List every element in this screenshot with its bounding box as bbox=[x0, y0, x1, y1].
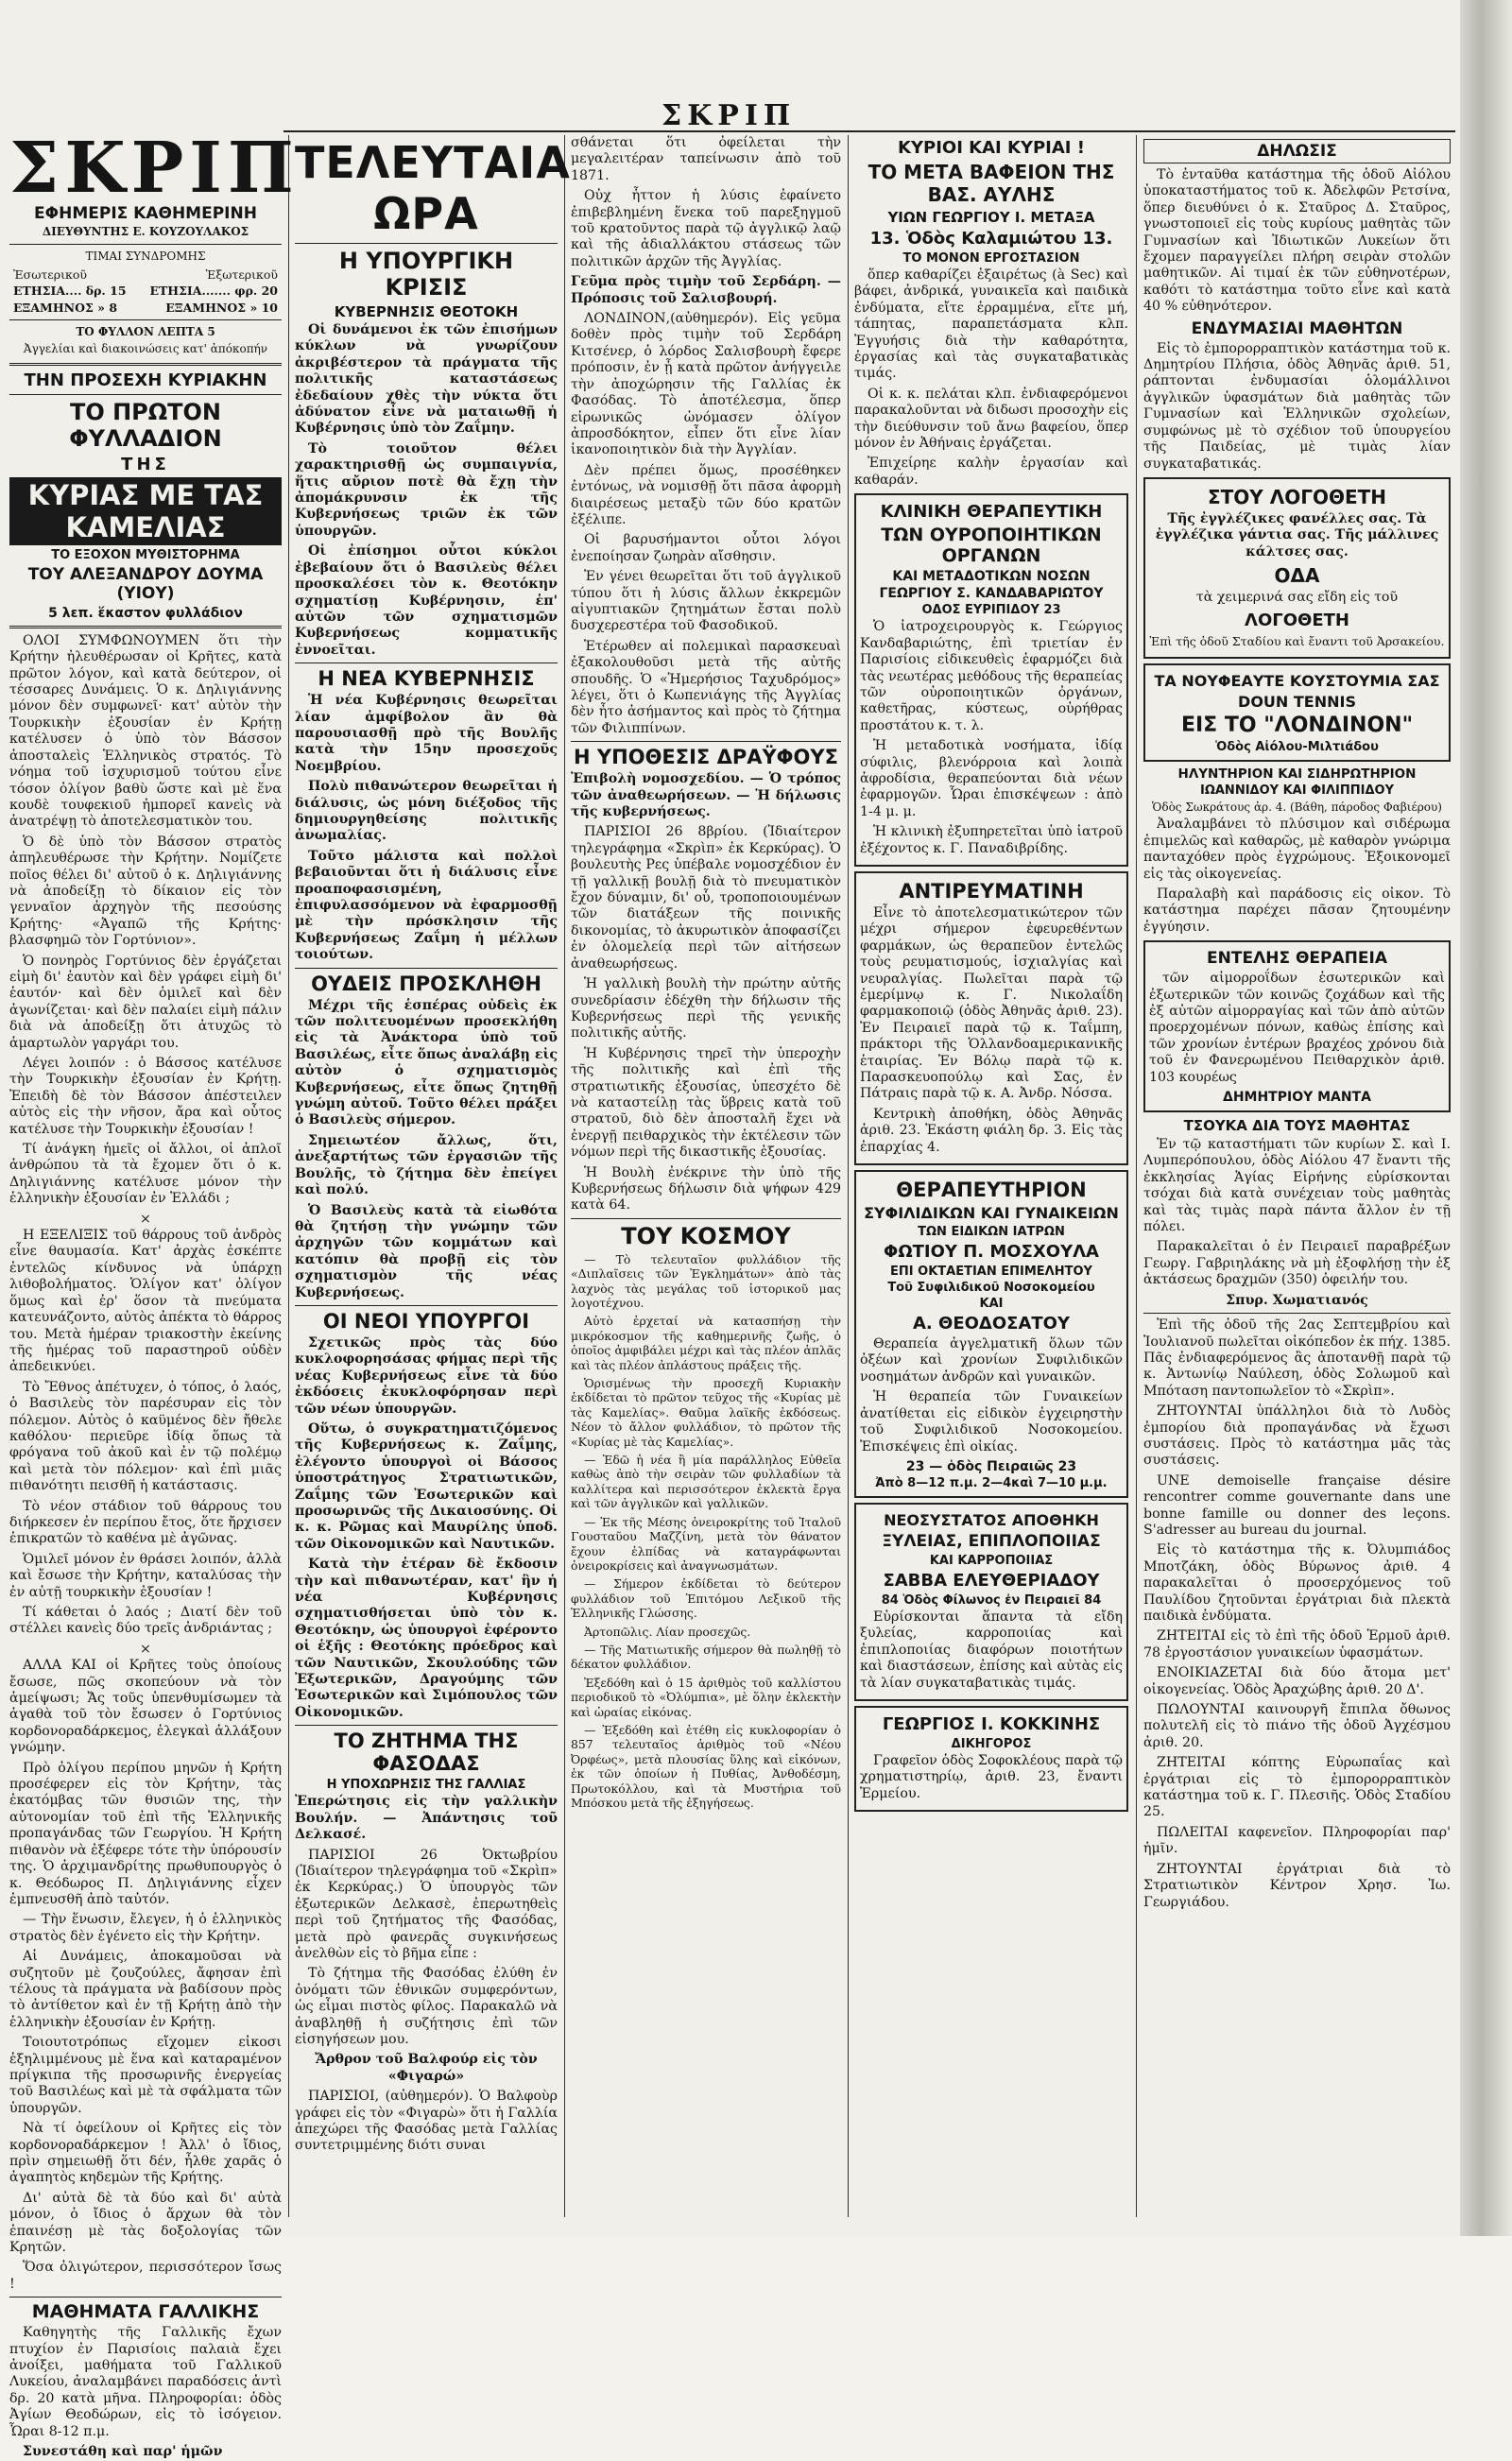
clinic2-subtitle: ΤΩΝ ΕΙΔΙΚΩΝ ΙΑΤΡΩΝ bbox=[918, 1225, 1065, 1240]
half-exterior: ΕΞΑΜΗΝΟΣ » 10 bbox=[165, 300, 278, 315]
lessons-text: Καθηγητὴς τῆς Γαλλικῆς ἔχων πτυχίον ἐν Παρισίοις παλαιὰ ἔχει ἀνοίξει, μαθήματα τοῦ Γαλλικοῦ Λυκείου, ἀναλαμβάνει παραδόσεις ἀντὶ δρ. 20 κατὰ μῆνα. Πληροφορίαι: ὁδὸς Ἀγίων Θεοδώρων, εἰς τὸ ἰσόγειον. Ὧραι 8-12 π.μ. bbox=[9, 2325, 282, 2439]
divider bbox=[295, 968, 558, 969]
crisis-paragraph: Οἱ ἐπίσημοι οὗτοι κύκλοι ἐβεβαίουν ὅτι ὁ Βασιλεὺς θέλει προσκαλέσει τὸν κ. Θεοτόκην σχηματίσῃ Κυβέρνησιν, ἐπ' αὐτῶν τῶν σχηματισμῶν Κυβερνήσεως κομματικῆς ἐννοεῖται. bbox=[295, 543, 558, 658]
prices-labels bbox=[13, 267, 278, 283]
prices-half bbox=[13, 300, 278, 316]
dreyfus-paragraph: Ἐπιβολὴ νομοσχεδίου. — Ὁ τρόπος τῶν ἀναθεωρήσεων. — Ἡ δήλωσις τῆς κυβερνήσεως. bbox=[571, 771, 841, 820]
col1-paragraph: Δι' αὐτὰ δὲ τὰ δύο καὶ δι' αὐτὰ μόνον, ὁ ἴδιος ὁ ἄρχων θὰ τὸν ἐπαινέσῃ μὲ τὰς δοξολογίας τῶν Κρητῶν. bbox=[9, 2190, 282, 2256]
fashoda-subheading: Η ΥΠΟΧΩΡΗΣΙΣ ΤΗΣ ΓΑΛΛΙΑΣ bbox=[326, 1778, 526, 1793]
sunday-heading: ΤΗΝ ΠΡΟΣΕΧΗ ΚΥΡΙΑΚΗΝ bbox=[24, 370, 267, 390]
col3-paragraph: Ἑτέρωθεν αἱ πολεμικαὶ παρασκευαὶ ἐξακολουθοῦσι μετὰ τῆς αὐτῆς σπουδῆς. Ὁ «Ἡμερήσιος Ταχυδρόμος» λέγει, ὅτι ὁ Κωπενιάγης τῆς Ἀγγλίας δὲν ἦτο ἀσήμαντος καὶ πρὸς τὸ ζήτημα τῶν Φιλιππίνων. bbox=[571, 638, 841, 736]
col1-paragraph: Η ΕΞΕΛΙΞΙΣ τοῦ θάρρους τοῦ ἀνδρὸς εἶνε θαυμασία. Κατ' ἀρχὰς ἐσκέπτε ἐντελῶς κίνδυνος νὰ ὑπάρχῃ λιθοβολήματος. Ὁλίγον κατ' ὀλίγον ὅμως καὶ ἐρ' ὅσον τὰ πνεύματα κατευνάζοντο, αὐτὸς ἀπέκτα τὸ θάρρος του. Μετὰ ἡμέραν τριακοστὴν ἐκείνης τῆς ἡμέρας τοῦ παραστηροῦ οὐδὲν ἀπεδεικνύει. bbox=[9, 1228, 282, 1375]
clinic-text: Ἡ μεταδοτικὰ νοσήματα, ἰδίᾳ σύφιλις, βλενόρροια καὶ λοιπὰ ἀφροδίσια, θεραπεύονται διὰ νέων ἐφαρμογῶν. Ὧραι ἐπισκέψεων : ἀπὸ 1-4 μ. μ. bbox=[860, 738, 1123, 819]
dreyfus-paragraph: Ἡ Βουλὴ ἐνέκρινε τὴν ὑπὸ τῆς Κυβερνήσεως δήλωσιν διὰ ψήφων 429 κατὰ 64. bbox=[571, 1164, 841, 1213]
lawyer-name: ΓΕΩΡΓΙΟΣ Ι. ΚΟΚΚΙΝΗΣ bbox=[882, 1713, 1101, 1734]
divider bbox=[9, 319, 282, 320]
col1-paragraph: Ὁ δὲ ὑπὸ τὸν Βάσσον στρατὸς ἀπηλευθέρωσε τὴν Κρήτην. Νομίζετε ποῖος θέλει δι' αὐτοῦ ὁ κ. Δηλιγιάννης νὰ ἀποδείξῃ τὸ δίκαιον εἰς τὸν γενναῖον ἀρχηγὸν τῆς πεσούσης Κρήτης· «Ἀγαπῶ τῆς Κρήτης· βλασφημῶ τὸν Γορτύνιον». bbox=[9, 834, 282, 949]
col1-paragraph: — Τὴν ἕνωσιν, ἔλεγεν, ἡ ὁ ἑλληνικὸς στρατὸς δὲν ἐγένετο εἰς τὴν Κρήτην. bbox=[9, 1912, 282, 1944]
column-2 bbox=[295, 135, 571, 2217]
clinic-text: Ἡ κλινικὴ ἐξυπηρετεῖται ὑπὸ ἰατροῦ ἐξέχοντος κ. Γ. Παναδιβρίδης. bbox=[860, 824, 1123, 856]
oda-address: Ἐπὶ τῆς ὁδοῦ Σταδίου καὶ ἔναντι τοῦ Ἀρσακείου. bbox=[1149, 633, 1445, 648]
first-issue-heading: ΤΟ ΠΡΩΤΟΝ ΦΥΛΛΑΔΙΟΝ bbox=[69, 398, 222, 452]
new-ministers-paragraph: Οὕτω, ὁ συγκρατηματιζόμενος τῆς Κυβερνήσεως κ. Ζαΐμης, ἐλέγοντο ὑπουργοὶ οἱ Βάσσος ὑποστράτηγος Στρατιωτικῶν, Ζαΐμης τῶν Ἐσωτερικῶν καὶ προσωρινῶς τῆς Δικαιοσύνης. Οἱ κ. κ. Ρῶμας καὶ Μαυρίλης ὑποδ. τῶν Οἰκονομικῶν καὶ Ναυτικῶν. bbox=[295, 1420, 558, 1552]
world-paragraph: Ἐξεδόθη καὶ ὁ 15 ἀριθμὸς τοῦ καλλίστου περιοδικοῦ τὸ «Ὀλύμπια», μὲ ὅλην ἐκλεκτὴν καὶ ὡραίας εἰκόνας. bbox=[571, 1675, 841, 1719]
students-heading: ΤΣΟΥΚΑ ΔΙΑ ΤΟΥΣ ΜΑΘΗΤΑΣ bbox=[1183, 1117, 1411, 1135]
divider bbox=[1143, 1313, 1451, 1314]
masthead-subtitle: ΕΦΗΜΕΡΙΣ ΚΑΘΗΜΕΡΙΝΗ bbox=[34, 204, 257, 223]
clinic-doctor: ΓΕΩΡΓΙΟΥ Σ. ΚΑΝΔΑΒΑΡΙΩΤΟΥ bbox=[879, 586, 1104, 602]
reward-note: Παρακαλεῖται ὁ ἐν Πειραιεῖ παραβρέξων Γεωργ. Γαβριηλάκης νὰ μὴ ἐξοφλήσῃ τὴν ἐξ ἀκτάσεως δραχμῶν (350) ὀφειλήν του. bbox=[1143, 1239, 1451, 1288]
year-exterior: ΕΤΗΣΙΑ....... φρ. 20 bbox=[149, 284, 278, 299]
divider bbox=[9, 626, 282, 628]
clinic-heading: ΚΛΙΝΙΚΗ ΘΕΡΑΠΕΥΤΙΚΗ bbox=[880, 502, 1103, 523]
no-invite-paragraph: Ὁ Βασιλεὺς κατὰ τὰ εἰωθότα θὰ ζητήσῃ τὴν γνώμην τῶν ἀρχηγῶν τῶν κομμάτων καὶ κατόπιν θὰ προβῇ εἰς τὸν σχηματισμὸν τῆς νέας Κυβερνήσεως. bbox=[295, 1202, 558, 1300]
classified-ad: ΕΝΟΙΚΙΑΖΕΤΑΙ διὰ δύο ἄτομα μετ' οἰκογενείας. Ὁδὸς Ἀραχώβης ἀριθ. 20 Δ'. bbox=[1143, 1665, 1451, 1697]
divider bbox=[295, 243, 558, 244]
col3-paragraph: Ἐν γένει θεωρεῖται ὅτι τοῦ ἀγγλικοῦ τύπου ὅτι ἡ λύσις ἄλλων ἐκκρεμῶν αἰγυπτιακῶν ζητημάτων ἔσται πολὺ δυσχερεστέρα τοῦ Φασοδικοῦ. bbox=[571, 569, 841, 634]
clinic2-doctor1-place: Τοῦ Συφιλιδικοῦ Νοσοκομείου bbox=[887, 1281, 1095, 1296]
ads-note: Ἀγγελίαι καὶ διακοινώσεις κατ' ἀπόκοπήν bbox=[23, 342, 268, 356]
masthead-director: ΔΙΕΥΘΥΝΤΗΣ Ε. ΚΟΥΖΟΥΛΑΚΟΣ bbox=[42, 225, 249, 238]
column-3 bbox=[571, 135, 841, 2217]
page-edge bbox=[1460, 0, 1512, 2236]
col1-paragraph: Τί κάθεται ὁ λαός ; Διατί δὲν τοῦ στέλλει κανεὶς δύο τρεῖς ἀνδριάντας ; bbox=[9, 1605, 282, 1637]
store-address: 84 Ὁδὸς Φίλωνος ἐν Πειραιεῖ 84 bbox=[881, 1592, 1102, 1608]
column-1 bbox=[9, 128, 300, 2460]
iron-address: Ὁδὸς Σωκράτους ἀρ. 4. (Βάθη, πάροδος Φαβιέρου) bbox=[1152, 800, 1442, 814]
col1-paragraph: Αἱ Δυνάμεις, ἀποκαμοῦσαι νὰ συζητοῦν μὲ ζουζούλες, ἄφησαν ἐπὶ τέλους τὰ πράγματα νὰ βαδίσουν πρὸς τὸ ἀντίθετον καὶ ἐν τῇ Κρήτῃ ἀπὸ τὴν ἑλληνικὴν ἐξουσίαν ἐν Κρήτῃ. bbox=[9, 1949, 282, 2030]
world-paragraph: — Ἐδῶ ἡ νέα ἢ μία παράλληλος Εὐθεῖα καθὼς ἀπὸ τὴν σειρὰν τῶν φυλλαδίων τὰ καλλίτερα καὶ περισσότερον ἐκλεκτὰ ἔργα καὶ τῶν ἀγγλικῶν καὶ γαλλικῶν. bbox=[571, 1453, 841, 1511]
new-gov-paragraph: Ἡ νέα Κυβέρνησις θεωρεῖται λίαν ἀμφίβολον ἂν θὰ παρουσιασθῇ πρὸ τῆς Βουλῆς κατὰ τὴν 15ην προσεχοῦς Νοεμβρίου. bbox=[295, 693, 558, 774]
dreyfus-heading: Η ΥΠΟΘΕΣΙΣ ΔΡΑΫΦΟΥΣ bbox=[574, 746, 838, 769]
clinic2-doctor1: ΦΩΤΙΟΥ Π. ΜΟΣΧΟΥΛΑ bbox=[884, 1242, 1099, 1263]
dye-ad-title: ΤΟ ΜΕΤΑ ΒΑΦΕΙΟΝ ΤΗΣ ΒΑΣ. ΑΥΛΗΣ bbox=[868, 161, 1115, 206]
issue-price: ΤΟ ΦΥΛΛΟΝ ΛΕΠΤΑ 5 bbox=[76, 325, 215, 339]
dreyfus-paragraph: Ἡ Κυβέρνησις τηρεῖ τὴν ὑπεροχὴν τῆς πολιτικῆς καὶ ἐπὶ τῆς στρατιωτικῆς ἐξουσίας, ὑπεσχέτο δὲ νὰ καταστείλῃ τὰς ὕβρεις κατὰ τοῦ στρατοῦ, διὸ δὲν ἀποσταλῆ ἔχει νὰ ἐνεργῇ πειθαρχικὸς τὴν ἐκτέλεσιν τῶν νόμων περὶ τῆς δικαστικῆς ἐξουσίας. bbox=[571, 1045, 841, 1161]
notice-heading: ΔΗΛΩΣΙΣ bbox=[1143, 139, 1451, 163]
fashoda-heading: ΤΟ ΖΗΤΗΜΑ ΤΗΣ ΦΑΣΟΔΑΣ bbox=[334, 1730, 519, 1776]
column-4 bbox=[854, 135, 1128, 2217]
tis-heading: ΤΗΣ bbox=[121, 454, 170, 474]
crisis-subheading: ΚΥΒΕΡΝΗΣΙΣ ΘΕΟΤΟΚΗ bbox=[334, 303, 519, 320]
fashoda-paragraph: Ἐπερώτησις εἰς τὴν γαλλικὴν Βουλήν. — Ἀπάντησις τοῦ Δελκασέ. bbox=[295, 1794, 558, 1843]
novel-subtitle: ΤΟ ΕΞΟΧΟΝ ΜΥΘΙΣΤΟΡΗΜΑ bbox=[51, 547, 240, 562]
uniforms-text: Εἰς τὸ ἐμπορορραπτικὸν κατάστημα τοῦ κ. Δημητρίου Πλήσια, ὁδὸς Ἀθηνᾶς ἀριθ. 51, ράπτονται ἐνδυμασίαι ὁλομάλλινοι ἀγγλικῶν ὑφασμάτων διὰ μαθητὰς τῶν Γυμνασίων καὶ Ἑλληνικῶν σχολείων, συμφώνως μὲ τὸ σχέδιον τοῦ ὑπουργείου τῆς Παιδείας, μὲ τιμὰς λίαν συγκαταβατικάς. bbox=[1143, 340, 1451, 472]
new-ministers-heading: ΟΙ ΝΕΟΙ ΥΠΟΥΡΓΟΙ bbox=[322, 1309, 530, 1333]
col1-paragraph: ΟΛΟΙ ΣΥΜΦΩΝΟΥΜΕΝ ὅτι τὴν Κρήτην ἠλευθέρωσαν οἱ Κρῆτες, κατὰ πρῶτον λόγον, καὶ κατὰ δεύτερον, οἱ τέσσαρες Δυνάμεις. Ὁ κ. Δηλιγιάννης μόνον δὲν συμφωνεῖ· κατ' αὐτὸν τὴν Τουρκικὴν ἐξουσίαν ἐν Κρήτῃ κατέλυσεν ὁ ὑπὸ τὸν Βάσσον ἀποσταλεὶς Ἑλληνικὸς στρατός. Τὸ νόημα τοῦ ἰσχυρισμοῦ τούτου εἶνε τόσον ὀλίγον βαθὺ ὥστε καὶ μὲ ἕνα κουδὲ τουφεκιοῦ ἠμπορεῖ κανεὶς νὰ ἀνατρέψῃ τὸ ἀποτελεσματικὸν του. bbox=[9, 632, 282, 830]
new-ministers-paragraph: Σχετικῶς πρὸς τὰς δύο κυκλοφορησάσας φήμας περὶ τῆς νέας Κυβερνήσεως εἶνε τὰ δύο ἐκδόσεις ἐκυκλοφόρησαν περὶ τῶν νέων ὑπουργῶν. bbox=[295, 1334, 558, 1417]
col1-paragraph: Λέγει λοιπόν : ὁ Βάσσος κατέλυσε τὴν Τουρκικὴν ἐξουσίαν ἐν Κρήτῃ. Ἐπειδὴ δὲ τὸν Βάσσον ἀπέστειλεν αὐτὸς εἰς τὴν νῆσον, ἄρα καὶ οὗτος κατέλυσε τὴν Τουρκικὴν ἐξουσίαν ! bbox=[9, 1056, 282, 1137]
new-ministers-paragraph: Κατὰ τὴν ἑτέραν δὲ ἔκδοσιν τὴν καὶ πιθανωτέραν, κατ' ἣν ἡ νέα Κυβέρνησις σχηματισθήσεται ὑπὸ τὸν κ. Θεοτόκην, ὡς ὑπουργοὶ ἐφέροντο οἱ ἑξῆς : Θεοτόκης πρόεδρος καὶ τῶν Ναυτικῶν, Σκουλούδης τῶν Ἐξωτερικῶν, Δραγούμης τῶν Ἐσωτερικῶν καὶ Σιμόπουλος τῶν Οἰκονομικῶν. bbox=[295, 1557, 558, 1720]
classified-ad: ΖΗΤΟΥΝΤΑΙ ἐργάτριαι διὰ τὸ Στρατιωτικὸν Κέντρον Χρησ. Ἰω. Γεωργιάδου. bbox=[1143, 1861, 1451, 1910]
dye-ad-text: Οἱ κ. κ. πελάται κλπ. ἐνδιαφερόμενοι παρακαλοῦνται νὰ διδωσι προσοχὴν εἰς τὴν διεύθυνσιν τοῦ ἄνω βαφείου, ὅπερ μόνον ἐν Ἀθήναις ἐργάζεται. bbox=[854, 386, 1128, 452]
world-paragraph: — Τῆς Ματιωτικῆς σήμερον θὰ πωληθῇ τὸ δέκατον φυλλάδιον. bbox=[571, 1642, 841, 1672]
clinic2-and: ΚΑΙ bbox=[979, 1297, 1004, 1312]
clinic-text: Ὁ ἰατροχειρουργὸς κ. Γεώργιος Κανδαβαριώτης, ἐπὶ τριετίαν ἐν Παρισίοις εἰδικευθεὶς ἐφαρμόζει διὰ τὰς νεωτέρας μεθόδους τῆς θεραπείας τῶν οὐροποιητικῶν ὀργάνων, καθετῆρας, κύστεως, οὐρήθρας προστάτου κ. τ. λ. bbox=[860, 619, 1123, 733]
col3-paragraph: Δὲν πρέπει ὅμως, προσέθηκεν ἐντόνως, νὰ νομισθῇ ὅτι πᾶσα ἀφορμὴ διαιρέσεως μεταξὺ τῶν δύο κρατῶν ἐξέλιπε. bbox=[571, 462, 841, 527]
world-paragraph: Ὁρισμένως τὴν προσεχῆ Κυριακὴν ἐκδίδεται τὸ πρῶτον τεῦχος τῆς «Κυρίας μὲ τὰς Καμελίας». Θαῦμα λαϊκῆς ἐκδόσεως. Νέον τὸ ἄλλον φυλλάδιον, τὸ πρῶτον τῆς «Κυρίας μὲ τὰς Καμελίας». bbox=[571, 1376, 841, 1449]
clinic-address: ΟΔΟΣ ΕΥΡΙΠΙΔΟΥ 23 bbox=[921, 603, 1061, 618]
dreyfus-paragraph: Ἡ γαλλικὴ βουλὴ τὴν πρώτην αὐτῆς συνεδρίασιν ἐδέχθη τὴν δήλωσιν τῆς Κυβερνήσεως περὶ τῆς γενικῆς πολιτικῆς αὐτῆς. bbox=[571, 976, 841, 1041]
clinic2-doctor1-note: ΕΠΙ ΟΚΤΑΕΤΙΑΝ ΕΠΙΜΕΛΗΤΟΥ bbox=[890, 1265, 1092, 1280]
oda-text: τὰ χειμερινά σας εἴδη εἰς τοῦ bbox=[1195, 590, 1399, 606]
column-rule bbox=[1136, 135, 1137, 2217]
col3-paragraph: σθάνεται ὅτι ὀφείλεται τὴν μεγαλειτέραν ταπείνωσιν ἀπὸ τοῦ 1871. bbox=[571, 135, 841, 183]
world-paragraph: — Τὸ τελευταῖον φυλλάδιον τῆς «Διπλαῖσεις τῶν Ἐγκλημάτων» ἀπὸ τὰς λαχνὸς τὰς μεγάλας τοῦ ἱστορικοῦ μας λογοτέχνου. bbox=[571, 1251, 841, 1310]
clinic2-address: 23 — ὁδὸς Πειραιῶς 23 bbox=[905, 1458, 1077, 1474]
store-and: ΚΑΙ ΚΑΡΡΟΠΟΙΙΑΣ bbox=[929, 1553, 1054, 1568]
col1-paragraph: Ὁμιλεῖ μόνον ἐν θράσει λοιπόν, ἀλλὰ καὶ ἔσωσε τὴν Κρήτην, καταλύσας τὴν ἐν αὐτῇ τουρκικὴν ἐξουσίαν ! bbox=[9, 1551, 282, 1600]
col1-paragraph: Ὁ πονηρὸς Γορτύνιος δὲν ἐργάζεται εἰμὴ δι' ἑαυτὸν καὶ δὲν γράφει εἰμὴ δι' ἑαυτόν· καὶ δὲν ὁμιλεῖ καὶ δὲν ἀγωνίζεται· καὶ δὲν παλαίει εἰμὴ πάλιν διὰ νὰ ἀποδείξῃ ὅτι ἀτυχῶς τὸ ἁμαρτωλὸν γαργάρι του. bbox=[9, 953, 282, 1051]
col1-paragraph: Νὰ τί ὀφείλουν οἱ Κρῆτες εἰς τὸν κορδονοραδάρκεμον ! Ἀλλ' ὁ ἴδιος, πρὶν σημειωθῇ ὅτι δέν, ἦλθε χαρᾶς ὁ ἀγαπητὸς κηδεμὼν τῆς Κρήτης. bbox=[9, 2121, 282, 2186]
classified-ad: ΠΩΛΟΥΝΤΑΙ καινουργῆ ἔπιπλα ὄθωνος πολυτελῆ εἰς τὸ πιάνο τῆς ὁδοῦ Ἀγχέσμου ἀριθ. 20. bbox=[1143, 1702, 1451, 1750]
column-rule bbox=[288, 135, 289, 2217]
lawyer-role: ΔΙΚΗΓΟΡΟΣ bbox=[951, 1736, 1032, 1751]
london-ad bbox=[1143, 663, 1451, 762]
clinic2-text: Ἡ θεραπεία τῶν Γυναικείων ἀνατίθεται εἰς εἰδικὸν ἐγχειρηστὴν τοῦ Συφιλιδικοῦ Νοσοκομείου. Ἐπισκέψεις ἐπὶ οἰκίας. bbox=[860, 1389, 1123, 1454]
world-paragraph: Ἀρτοπῶλις. Λίαν προσεχῶς. bbox=[584, 1624, 751, 1639]
world-heading: ΤΟΥ ΚΟΣΜΟΥ bbox=[621, 1222, 791, 1249]
classified-ad: ΠΩΛΕΙΤΑΙ καφενεῖον. Πληροφορίαι παρ' ἡμῖν. bbox=[1143, 1824, 1451, 1857]
col1-paragraph: Τοιουτοτρόπως εἴχομεν εἰκοσι ἑξηλιμμένους μὲ ἕνα καὶ καταραμένον πρίγκιπα τῆς προσωρινῆς ἐνεργείας τοῦ Βασιλέως καὶ μὲ τὰ σφάλματα τῶν ὑπουργῶν. bbox=[9, 2035, 282, 2116]
col3-paragraph: Οὐχ ἧττον ἡ λύσις ἐφαίνετο ἐπιβεβλημένη ἕνεκα τοῦ παρεξηγμοῦ τοῦ κρατοῦντος παρὰ τῷ ἀγγλικῷ λαῷ καὶ τῆς ἀδιαλλάκτου στάσεως τῶν πολιτικῶν ἀρχῶν τῆς Ἀγγλίας. bbox=[571, 188, 841, 269]
half-interior: ΕΞΑΜΗΝΟΣ » 8 bbox=[13, 300, 118, 315]
antirheum-heading: ΑΝΤΙΡΕΥΜΑΤΙΝΗ bbox=[899, 879, 1084, 903]
oda-heading: ΟΔΑ bbox=[1274, 564, 1320, 588]
col1-paragraph: Τί ἀνάγκη ἡμεῖς οἱ ἄλλοι, οἱ ἀπλοῖ ἀνθρώπου τὰ τὰ ἔχομεν ὅτι ὁ κ. Δηλιγιάννης κατέλυσε μόνον τὴν ἑλληνικὴν ἐξουσίαν ἐν Ἑλλάδι ; bbox=[9, 1142, 282, 1207]
iron-names: ΙΩΑΝΝΙΔΟΥ ΚΑΙ ΦΙΛΙΠΠΙΔΟΥ bbox=[1199, 783, 1394, 798]
world-paragraph: — Ἐκ τῆς Μέσης ὀνειροκρίτης τοῦ Ἰταλοῦ Γουσταῦου Μαζζίνη, μετὰ τὸν θάνατον ἔχουν ἐλπίδας νὰ καταγράφωνται ὀνειροκρίσεις καὶ ἀναγνωσμάτων. bbox=[571, 1514, 841, 1573]
clinic2-text: Θεραπεία ἀγγελματικῆ ὅλων τῶν ὀξέων καὶ χρονίων Συφιλιδικῶν νοσημάτων ἀνδρῶν καὶ γυναικῶν. bbox=[860, 1336, 1123, 1385]
new-gov-heading: Η ΝΕΑ ΚΥΒΕΡΝΗΣΙΣ bbox=[318, 667, 535, 691]
novel-price: 5 λεπ. ἕκαστον φυλλάδιον bbox=[48, 605, 243, 621]
crisis-heading: Η ΥΠΟΥΡΓΙΚΗ ΚΡΙΣΙΣ bbox=[338, 248, 514, 301]
no-invite-paragraph: Σημειωτέον ἄλλως, ὅτι, ἀνεξαρτήτως τῶν ἐργασιῶν τῆς Βουλῆς, τὸ ζήτημα δὲν ἐπείγει καὶ πολύ. bbox=[295, 1132, 558, 1198]
clinic-title: ΤΩΝ ΟΥΡΟΠΟΙΗΤΙΚΩΝ ΟΡΓΑΝΩΝ bbox=[881, 525, 1102, 567]
col3-paragraph: Οἱ βαρυσήμαντοι οὗτοι λόγοι ἐνεποίησαν ζωηρὰν αἴσθησιν. bbox=[571, 532, 841, 564]
treatment-heading: ΕΝΤΕΛΗΣ ΘΕΡΑΠΕΙΑ bbox=[1207, 949, 1387, 969]
iron-heading: ΗΛΥΝΤΗΡΙΟΝ ΚΑΙ ΣΙΔΗΡΩΤΗΡΙΟΝ bbox=[1177, 766, 1417, 782]
oda-name: ΛΟΓΟΘΕΤΗ bbox=[1245, 610, 1349, 630]
column-5 bbox=[1143, 135, 1451, 2217]
col1-paragraph: Τὸ νέον στάδιον τοῦ θάρρους του διήρκεσεν ἐν περίπου ἔτος, ὅτε ἤρχισεν ἐπικρατῶν τὸ καθένα μὲ ἀγῶνας. bbox=[9, 1498, 282, 1547]
column-rule bbox=[848, 135, 849, 2217]
fashoda-paragraph: Τὸ ζήτημα τῆς Φασόδας ἐλύθη ἐν ὀνόματι τῶν ἐθνικῶν συμφερόντων, ὡς εἶμαι πιστὸς φίλος. Παρακαλῶ νὰ ἀναβληθῇ ἡ συζήτησις ἐπὶ τῶν εἰσηγήσεων μου. bbox=[295, 1966, 558, 2047]
treatment-ad bbox=[1143, 940, 1451, 1112]
dreyfus-paragraph: ΠΑΡΙΣΙΟΙ 26 8βρίου. (Ἰδιαίτερον τηλεγράφημα «Σκρὶπ» ἐκ Κερκύρας). Ὁ βουλευτὴς Ρες ὑπέβαλε νομοσχέδιον ἐν τῇ γαλλικῇ βουλῇ διὰ τὸ πνευματικὸν ἔχον δύναμιν, δι' οὗ, τροποποιουμένων τῶν διατάξεων τῆς ποινικῆς δικονομίας, τὸ ἀκυρωτικὸν ἀποφασίζει ἐν ὁλομελείᾳ περὶ τῶν αἰτήσεων ἀναθεωρήσεως. bbox=[571, 824, 841, 972]
lawyer-ad bbox=[854, 1706, 1128, 1812]
classified-ad: UNE demoiselle française désire rencontrer comme gouvernante dans une bonne famille ou donner des leçons. S'adresser au bureau du journal. bbox=[1143, 1472, 1451, 1538]
treatment-name: ΔΗΜΗΤΡΙΟΥ ΜΑΝΤΑ bbox=[1222, 1090, 1371, 1106]
dye-ad-heading: ΚΥΡΙΟΙ ΚΑΙ ΚΥΡΙΑΙ ! bbox=[898, 138, 1085, 158]
col3-paragraph: ΛΟΝΔΙΝΟΝ,(αὐθημερόν). Εἰς γεῦμα δοθὲν πρὸς τιμὴν τοῦ Σερδάρη Κιτσένερ, ὁ λόρδος Σαλισβουρὴ ἔφερε πρόποσιν, ἐν ᾗ κατὰ πρῶτον ἀνήγγειλε τὴν ἀποχώρησιν τῆς Γαλλίας ἐκ Φασόδας. Τὸ ἀποτέλεσμα, ὅπερ εἰρωνικῶς ὠνόμασεν ὀλίγον ἀπροσδόκητον, εἶπεν ὅτι εἶνε λίαν ἱκανοποιητικὸν διὰ τὴν Ἀγγλίαν. bbox=[571, 311, 841, 458]
uniforms-heading: ΕΝΔΥΜΑΣΙΑΙ ΜΑΘΗΤΩΝ bbox=[1191, 318, 1403, 338]
iron-text: Παραλαβὴ καὶ παράδοσις εἰς οἰκον. Τὸ κατάστημα παρέχει πᾶσαν ζητουμένην ἐγγύησιν. bbox=[1143, 886, 1451, 935]
world-paragraph: — Ἐξεδόθη καὶ ἐτέθη εἰς κυκλοφορίαν ὁ 857 τελευταῖος ἀριθμὸς τοῦ «Νέου Ὀρφέως», μετὰ πλουσίας ὕλης καὶ εἰκόνων, ἐκ τῶν ὁποίων ἡ Πυθίας, Ἀνθοδέσμη, Πρωτοκόλλου, καὶ τὰ Μυστήρια τοῦ Μπόσκου μετὰ τῆς ἐξηγήσεως. bbox=[571, 1722, 841, 1810]
new-gov-paragraph: Τοῦτο μάλιστα καὶ πολλοὶ βεβαιοῦνται ὅτι ἡ διάλυσις εἶνε προαποφασισμένη, ἐπιφυλασσόμενον νὰ ἐφαρμοσθῇ μὲ τὴν πρόσκλησιν τῆς Κυβερνήσεως Ζαΐμη ἡ μέλλων τοιούτων. bbox=[295, 848, 558, 963]
dye-ad-subtitle: ΥΙΩΝ ΓΕΩΡΓΙΟΥ Ι. ΜΕΤΑΞΑ bbox=[887, 209, 1095, 226]
divider bbox=[9, 363, 282, 366]
section-mark: × bbox=[140, 1211, 151, 1227]
world-paragraph: — Σήμερον ἐκδίδεται τὸ δεύτερον φυλλάδιον τοῦ Ἐπιτόμου Λεξικοῦ τῆς Ἑλληνικῆς Γλώσσης. bbox=[571, 1576, 841, 1621]
crisis-paragraph: Οἱ δυνάμενοι ἐκ τῶν ἐπισήμων κύκλων νὰ γνωρίζουν ἀκριβέστερον τὰ πράγματα τῆς πολιτικῆς καταστάσεως ἐδεδαίουν χθὲς τὴν νύκτα ὅτι ἀδύνατον εἶνε νὰ ματαιωθῇ ἡ Κυβέρνησις ὑπὸ τὸν Ζαΐμην. bbox=[295, 322, 558, 437]
clinic2-ad bbox=[854, 1170, 1128, 1498]
antirheum-text: Εἶνε τὸ ἀποτελεσματικώτερον τῶν μέχρι σήμερον ἐφευρεθέντων φαρμάκων, ὡς θεραπεῦον ἐντελῶς τοὺς ρευματισμούς, ἰσχιαλγίας καὶ νευραλγίας. Πωλεῖται παρὰ τῷ ἐμερίμνῳ κ. Γ. Νικολαΐδη φαρμακοποιῷ (ὁδὸς Ἀθηνᾶς ἀριθ. 23). Ἐν Πειραιεῖ παρὰ τῷ κ. Ταΐμπη, πράκτορι τῆς Ὁλλανδοαμερικανικῆς ἑταιρίας. Ἐν Βόλῳ παρὰ τῷ κ. Παρασκευοπούλῳ καὶ Σας, ἐν Πάτραις παρὰ τῷ κ. Α. Ἀνδρ. Νόσσα. bbox=[860, 904, 1123, 1102]
logothetis-text: Τῆς ἐγγλέζικες φανέλλες σας. Τὰ ἐγγλέζικα γάντια σας. Τῆς μάλλινες κάλτσες σας. bbox=[1155, 510, 1439, 559]
no-invite-paragraph: Μέχρι τῆς ἑσπέρας οὐδεὶς ἐκ τῶν πολιτευομένων προσεκλήθη εἰς τὰ Ἀνάκτορα ὑπὸ τοῦ Βασιλέως, εἶτε ὅπως ἀναλάβῃ εἰς αὐτὸν ὁ σχηματισμὸς Κυβερνήσεως, εἶτε ὅπως ζητηθῇ γνώμη αὐτοῦ. Τοῦτο θέλει πράξει ὁ Βασιλεὺς σήμερον. bbox=[295, 997, 558, 1128]
lawyer-text: Γραφεῖον ὁδὸς Σοφοκλέους παρὰ τῷ χρηματιστηρίῳ, ἀριθ. 23, ἔναντι Ἑρμείου. bbox=[860, 1752, 1123, 1801]
iron-text: Ἀναλαμβάνει τὸ πλύσιμον καὶ σιδέρωμα ἐπιμελῶς καὶ καθαρῶς, μὲ καθαρὸν γνώριμα πανταχόθεν πρὸς ἐγχρώμους. Ἐξοικονομεῖ εἰς τὰς οἰκογενείας. bbox=[1143, 817, 1451, 882]
store-heading: ΝΕΟΣΥΣΤΑΤΟΣ ΑΠΟΘΗΚΗ bbox=[884, 1510, 1099, 1529]
novel-title: ΚΥΡΙΑΣ ΜΕ ΤΑΣ ΚΑΜΕΛΙΑΣ bbox=[9, 477, 282, 545]
store-title: ΞΥΛΕΙΑΣ, ΕΠΙΠΛΟΠΟΙΙΑΣ bbox=[882, 1531, 1101, 1551]
store-text: Εὑρίσκονται ἅπαντα τὰ εἴδη ξυλείας, καρροποιίας καὶ ἐπιπλοποιίας διαφόρων ποιοτήτων καὶ διαστάσεων, ἐπίσης καὶ αὐτὰς εἰς τὰ λίαν συγκαταβατικὰς τιμάς. bbox=[860, 1609, 1123, 1691]
divider bbox=[9, 2297, 282, 2298]
lessons-note: Συνεστάθη καὶ παρ' ἡμῶν bbox=[23, 2444, 223, 2460]
running-title: ΣΚΡΙΠ bbox=[662, 99, 797, 132]
section-mark: × bbox=[140, 1641, 151, 1657]
dye-ad-subtitle2: ΤΟ ΜΟΝΟΝ ΕΡΓΟΣΤΑΣΙΟΝ bbox=[902, 251, 1080, 266]
last-hour-heading: ΤΕΛΕΥΤΑΙΑ ΩΡΑ bbox=[295, 137, 571, 239]
world-paragraph: Αὐτὸ ἐρχεταί νὰ κατασπήσῃ τὴν μικρόκοσμον τῆς καθημερινῆς ζωῆς, ὁ ὁποῖος ἀμφιβάλει μέχρι καὶ τὰς πλέον ἁπλᾶς καὶ τὰς πλέον ἀπλάστους πράξεις τῆς. bbox=[571, 1314, 841, 1372]
novel-author: ΤΟΥ ΑΛΕΞΑΝΔΡΟΥ ΔΟΥΜΑ (ΥΙΟΥ) bbox=[27, 564, 264, 603]
clinic2-title: ΣΥΦΙΛΙΔΙΚΩΝ ΚΑΙ ΓΥΝΑΙΚΕΙΩΝ bbox=[864, 1204, 1119, 1223]
antirheum-ad bbox=[854, 871, 1128, 1165]
classified-ad: Εἰς τὸ κατάστημα τῆς κ. Ὀλυμπιάδος Μποτζάκη, ὁδὸς Βύρωνος ἀριθ. 4 παρακαλεῖται ὁ προσερχόμενος τοῦ Παυλίδου ζητοῦνται ἐργάτριαι διὰ πλεκτὰ παιδικὰ ἐνδύματα. bbox=[1143, 1542, 1451, 1624]
classified-ad: Ἐπὶ τῆς ὁδοῦ τῆς 2ας Σεπτεμβρίου καὶ Ἰουλιανοῦ πωλεῖται οἰκόπεδον ἐκ πήχ. 1385. Πᾶς ἐνδιαφερόμενος ἂς ἀποτανθῇ παρὰ τῷ κ. Ἀντωνίῳ Ναύλεση, ὁδὸς Σολωμοῦ καὶ Μπόταση παντοπωλεῖον τὸ «Σκρὶπ». bbox=[1143, 1317, 1451, 1399]
no-invite-heading: ΟΥΔΕΙΣ ΠΡΟΣΚΛΗΘΗ bbox=[311, 972, 541, 995]
store-ad bbox=[854, 1503, 1128, 1701]
top-rule bbox=[284, 130, 1455, 132]
divider bbox=[571, 1218, 841, 1219]
notice-text: Τὸ ἐνταῦθα κατάστημα τῆς ὁδοῦ Αἰόλου ὑποκαταστήματος τοῦ κ. Ἀδελφῶν Ρετσίνα, ὅπερ διευθύνει ὁ κ. Σταῦρος Δ. Σταῦρος, γνωστοποιεῖ εἰς τοὺς κυρίους μαθητὰς τῶν Γυμνασίων καὶ Ἰδιωτικῶν Λυκείων ὅτι ἔχομεν παραγγείλει πλήρη σειρὰν στολῶν μαθητικῶν. Αἱ τιμαί ἐκ τῶν εὐθηνοτέρων, καθότι τὸ κατάστημα τοῦτο εἶνε καὶ κατὰ 40 % εὐθηνότερον. bbox=[1143, 167, 1451, 315]
london-title: ΕΙΣ ΤΟ "ΛΟΝΔΙΝΟΝ" bbox=[1180, 713, 1414, 737]
logothetis-ad bbox=[1143, 477, 1451, 659]
interior-label: Ἐσωτερικοῦ bbox=[13, 267, 87, 282]
clinic-subtitle: ΚΑΙ ΜΕΤΑΔΟΤΙΚΩΝ ΝΟΣΩΝ bbox=[892, 569, 1091, 585]
clinic2-heading: ΘΕΡΑΠΕΥΤΗΡΙΟΝ bbox=[896, 1179, 1087, 1202]
dye-ad-note: Ἐπιχείρηε καλὴν ἐργασίαν καὶ καθαράν. bbox=[854, 456, 1128, 488]
fashoda-paragraph: ΠΑΡΙΣΙΟΙ, (αὐθημερόν). Ὁ Βαλφοὺρ γράφει εἰς τὸν «Φιγαρὼ» ὅτι ἡ Γαλλία ἀπεχώρει τῆς Φασόδας μετὰ Γαλλίας συντετριμμένης διότι συναι bbox=[295, 2089, 558, 2154]
london-address: Ὁδὸς Αἰόλου-Μιλτιάδου bbox=[1215, 739, 1379, 754]
classified-ad: ΖΗΤΕΙΤΑΙ εἰς τὸ ἐπὶ τῆς ὁδοῦ Ἑρμοῦ ἀριθ. 78 ἐργοστάσιον γυναικείων ὑφασμάτων. bbox=[1143, 1628, 1451, 1661]
clinic2-hours: Ἀπὸ 8—12 π.μ. 2—4καὶ 7—10 μ.μ. bbox=[875, 1475, 1108, 1490]
reward-sign: Σπυρ. Χωματιανός bbox=[1226, 1292, 1368, 1308]
divider bbox=[295, 1305, 558, 1306]
column-rule bbox=[564, 135, 565, 2217]
prices-heading: ΤΙΜΑΙ ΣΥΝΔΡΟΜΗΣ bbox=[85, 250, 206, 264]
divider bbox=[9, 394, 282, 395]
london-heading: ΤΑ ΝΟΥΦΕΑΥΤΕ ΚΟΥΣΤΟΥΜΙΑ ΣΑΣ bbox=[1154, 671, 1440, 690]
clinic2-doctor2: Α. ΘΕΟΔΟΣΑΤΟΥ bbox=[912, 1314, 1070, 1334]
students-text: Ἐν τῷ καταστήματι τῶν κυρίων Σ. καὶ Ι. Λυμπερόπουλου, ὁδὸς Αἰόλου 47 ἔναντι τῆς ἐκκλησίας Ἁγίας Εἰρήνης εὑρίσκονται τσόχαι διὰ κατὰ συνέχειαν τοὺς μαθητὰς καὶ τὰς τιμὰς παρὰ πάντα ἄλλον ἐν τῇ πόλει. bbox=[1143, 1137, 1451, 1235]
col3-subheading: Γεῦμα πρὸς τιμὴν τοῦ Σερδάρη. — Πρόποσις τοῦ Σαλισβουρή. bbox=[571, 274, 841, 306]
treatment-text: τῶν αἱμορροΐδων ἐσωτερικῶν καὶ ἐξωτερικῶν τῶν κοινῶς ζοχάδων καὶ τῆς ἐξ αὐτῶν αἱμορραγίας καὶ τῶν ἀπὸ αὐτῶν προερχομένων πόνων, καθὼς ἐπίσης καὶ τῶν χρονίων ἐντέρων βραχέος χρόνου διὰ τοῦ ἐν Φανερωμένου Πειθαρχικὸν ἀριθ. 103 κουρέως bbox=[1149, 971, 1445, 1085]
classified-ad: ΖΗΤΟΥΝΤΑΙ ὑπάλληλοι διὰ τὸ Λυδὸς ἐμπορίου διὰ προπαγάνδας νὰ ἔχωσι συστάσεις. Πρὸς τὸ κατάστημα μᾶς τὰς συστάσεις. bbox=[1143, 1403, 1451, 1469]
masthead-title: ΣΚΡΙΠ bbox=[9, 128, 300, 209]
logothetis-heading: ΣΤΟΥ ΛΟΓΟΘΕΤΗ bbox=[1207, 485, 1387, 508]
col1-paragraph: Τὸ Ἔθνος ἀπέτυχεν, ὁ τόπος, ὁ λαός, ὁ Βασιλεὺς τὸν παρέσυραν εἰς τὸν πόλεμον. Αὐτὸς ὁ καϋμένος δὲν ἤθελε καθόλου· περιεῦρε ἰδίᾳ ὅπως τὰ φρόγανα τοῦ ἀκοῦ καὶ ἐν τῷ πολέμῳ καὶ μετὰ τὸν πόλεμον· καὶ ἐπὶ μιᾶς πιθανότητι πεισθῆ ἡ κατάστασις. bbox=[9, 1379, 282, 1494]
fashoda-paragraph: ΠΑΡΙΣΙΟΙ 26 Ὀκτωβρίου (Ἰδιαίτερον τηλεγράφημα τοῦ «Σκρὶπ» ἐκ Κερκύρας.) Ὁ ὑπουργὸς τῶν ἐξωτερικῶν Δελκασὲ, ἐπερωτηθεὶς περὶ τοῦ ζητήματος τῆς Φασόδας, μετὰ πρὸ φανερᾶς συγκινήσεως ἀνελθὼν εἰς τὸ βῆμα εἶπε : bbox=[295, 1847, 558, 1961]
col1-paragraph: Πρὸ ὀλίγου περίπου μηνῶν ἡ Κρήτη προσέφερεν εἰς τὸν Κρήτην, τὰς ἐκατόμβας τῶν θυσιῶν της, τὴν αὐτονομίαν τοῦ ἐπὶ τῆς Ἑλληνικῆς προπαγάνδας τῶν Γεωργίου. Ἡ Κρήτη πιθανὸν νὰ ἐξέφερε τότε τὴν ὑπόρουσίν της. Ὁ ἀρχιμανδρίτης πρωθυπουργὸς ὁ κ. Θεόδωρος Π. Δηλιγιάννης εἶχεν ἐμπνευσθῆ ἀπὸ ταὐτόν. bbox=[9, 1760, 282, 1907]
dye-ad-address: 13. Ὁδὸς Καλαμιώτου 13. bbox=[869, 229, 1113, 249]
year-interior: ΕΤΗΣΙΑ.... δρ. 15 bbox=[13, 284, 127, 299]
col1-paragraph: ΑΛΛΑ ΚΑΙ οἱ Κρῆτες τοὺς ὁποίους ἔσωσε, πῶς σκοπεύουν νὰ τὸν ἀμείψωσι; Ἄς τοῦς ὑπενθυμίσωμεν τὰ ἀγαθὰ τοῦ τὸν ἔσωσεν ὁ Γορτύνιος κορδονοραδάρκεμος, ἐλεγκαὶ ἀλλάξουν γνώμην. bbox=[9, 1658, 282, 1756]
prices-year bbox=[13, 283, 278, 299]
crisis-paragraph: Τὸ τοιοῦτον θέλει χαρακτηρισθῇ ὡς συμπαιγνία, ἥτις αὔριον ποτὲ θὰ ἔχῃ τὴν ἀπομάκρυνσιν ἐκ τῆς Κυβερνήσεως τριῶν ἐκ τῶν ὑπουργῶν. bbox=[295, 440, 558, 539]
divider bbox=[9, 244, 282, 245]
new-gov-paragraph: Πολὺ πιθανώτερον θεωρεῖται ἡ διάλυσις, ὡς μόνη διέξοδος τῆς δημιουργηθείσης πολιτικῆς ἀνωμαλίας. bbox=[295, 779, 558, 844]
divider bbox=[571, 741, 841, 742]
store-name: ΣΑΒΒΑ ΕΛΕΥΘΕΡΙΑΔΟΥ bbox=[883, 1570, 1100, 1591]
col1-paragraph: Ὅσα ὀλιγώτερον, περισσότερον ἴσως ! bbox=[9, 2260, 282, 2292]
clinic-ad bbox=[854, 493, 1128, 867]
world-section bbox=[571, 1252, 841, 1811]
lessons-heading: ΜΑΘΗΜΑΤΑ ΓΑΛΛΙΚΗΣ bbox=[31, 2301, 260, 2323]
london-brand: DOUN TENNIS bbox=[1238, 692, 1356, 711]
classified-ad: ΖΗΤΕΙΤΑΙ κόπτης Εὐρωπαΐας καὶ ἐργάτριαι εἰς τὸ ἐμπορορραπτικὸν κατάστημα τοῦ κ. Γ. Πλεσιῆς. Ὁδὸς Σταδίου 25. bbox=[1143, 1755, 1451, 1820]
fashoda-paragraph: Ἄρθρον τοῦ Βαλφούρ εἰς τὸν «Φιγαρώ» bbox=[315, 2052, 538, 2084]
dye-ad-text: ὅπερ καθαρίζει ἐξαιρέτως (à Sec) καὶ βάφει, ἀνδρικά, γυναικεῖα καὶ παιδικὰ ἐνδύματα, εἴτε ἐρραμμένα, εἴτε μή, τάπητας, παραπετάσματα κλπ. Ἐγγυήσις διὰ τὴν καθαρότητα, ἐργασίας καὶ τὰς συγκαταβατικὰς τιμάς. bbox=[854, 267, 1128, 382]
antirheum-note: Κεντρικὴ ἀποθήκη, ὁδὸς Ἀθηνᾶς ἀριθ. 23. Ἑκάστη φιάλη δρ. 3. Εἰς τὰς ἐπαρχίας 4. bbox=[860, 1106, 1123, 1155]
divider bbox=[295, 1725, 558, 1726]
exterior-label: Ἐξωτερικοῦ bbox=[205, 267, 278, 282]
